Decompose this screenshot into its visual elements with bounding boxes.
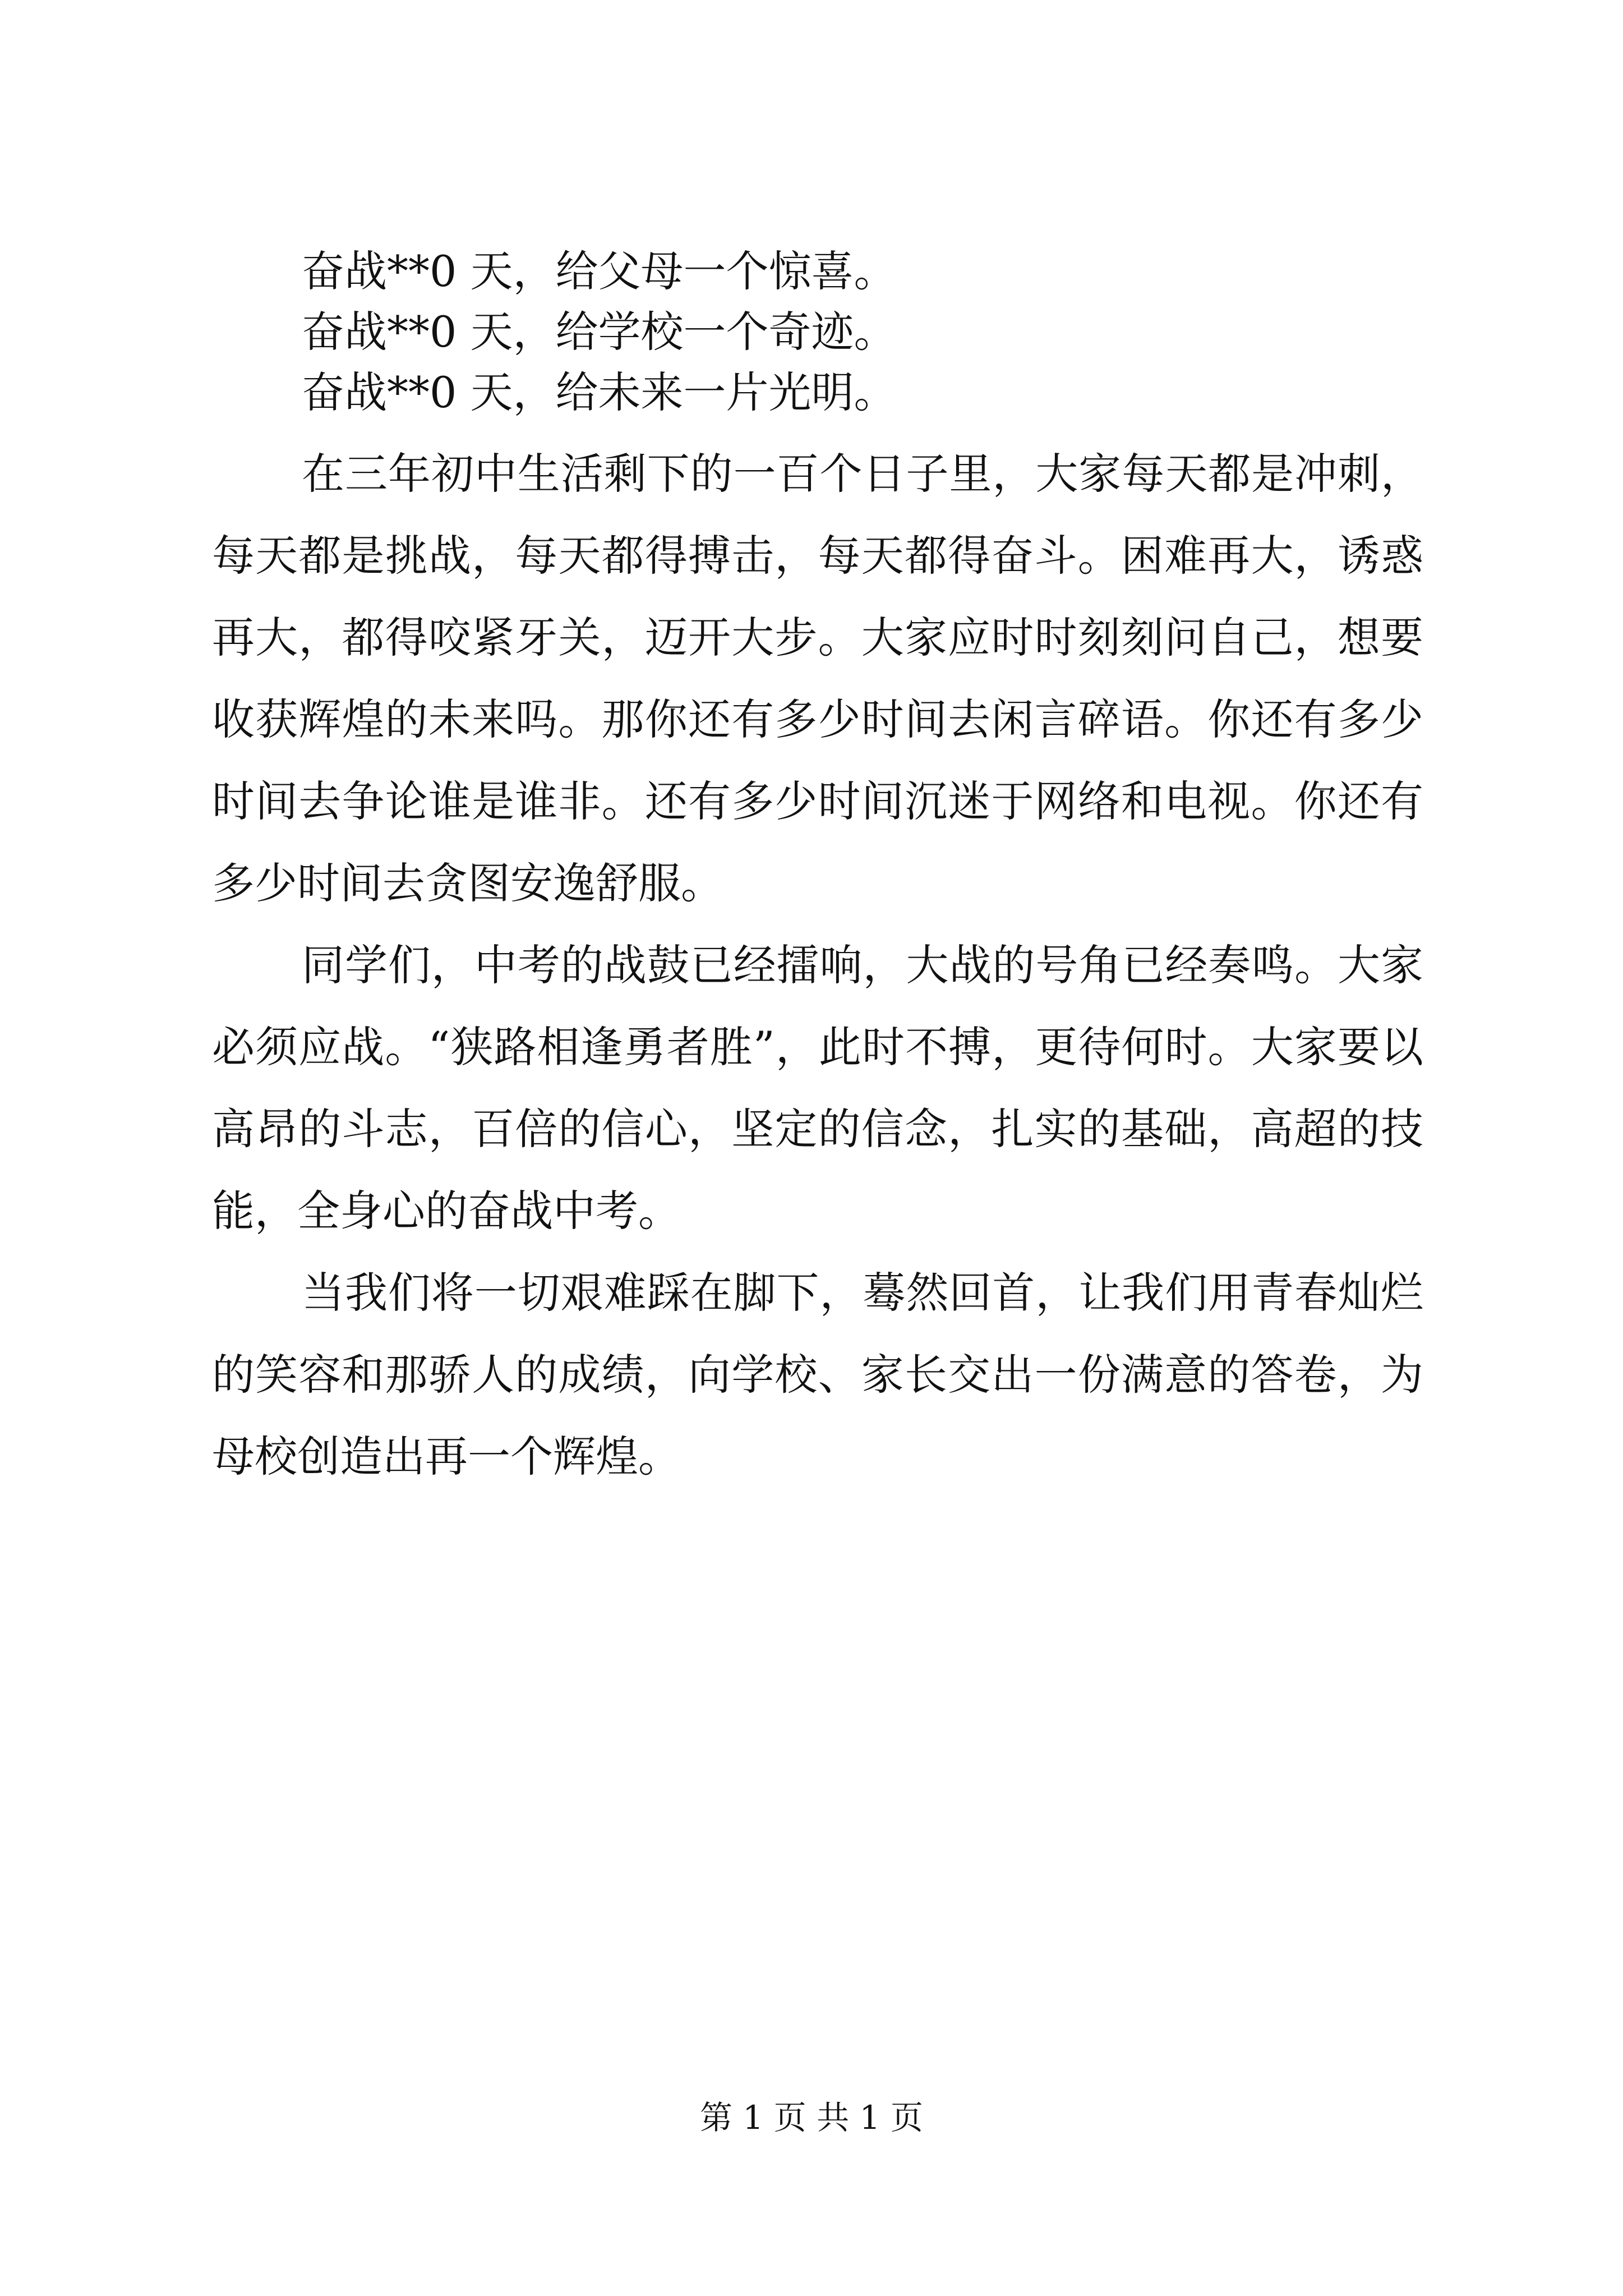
page-number-footer: 第 1 页 共 1 页 (700, 2099, 923, 2137)
paragraph-1: 在三年初中生活剩下的一百个日子里，大家每天都是冲刺，每天都是挑战，每天都得搏击，每天都得奋斗。困难再大，诱惑再大，都得咬紧牙关，迈开大步。大家应时时刻刻问自己，想要收获辉煌的未来吗。那你还有多少时间去闲言碎语。你还有多少时间去争论谁是谁非。还有多少时间沉迷于网络和电视。你还有多少时间去贪图安逸舒服。 (212, 449, 1423, 908)
paragraph-2: 同学们，中考的战鼓已经擂响，大战的号角已经奏鸣。大家必须应战。“狭路相逢勇者胜”，此时不搏，更待何时。大家要以高昂的斗志，百倍的信心，坚定的信念，扎实的基础，高超的技能，全身心的奋战中考。 (212, 940, 1423, 1236)
motto-line-3: 奋战**0 天，给未来一片光明。 (302, 367, 897, 417)
paragraph-3: 当我们将一切艰难踩在脚下，蓦然回首，让我们用青春灿烂的笑容和那骄人的成绩，向学校、家长交出一份满意的答卷，为母校创造出再一个辉煌。 (212, 1268, 1423, 1481)
motto-line-2: 奋战**0 天，给学校一个奇迹。 (302, 307, 897, 357)
motto-line-1: 奋战**0 天，给父母一个惊喜。 (302, 246, 897, 296)
document-body (212, 241, 1423, 1498)
